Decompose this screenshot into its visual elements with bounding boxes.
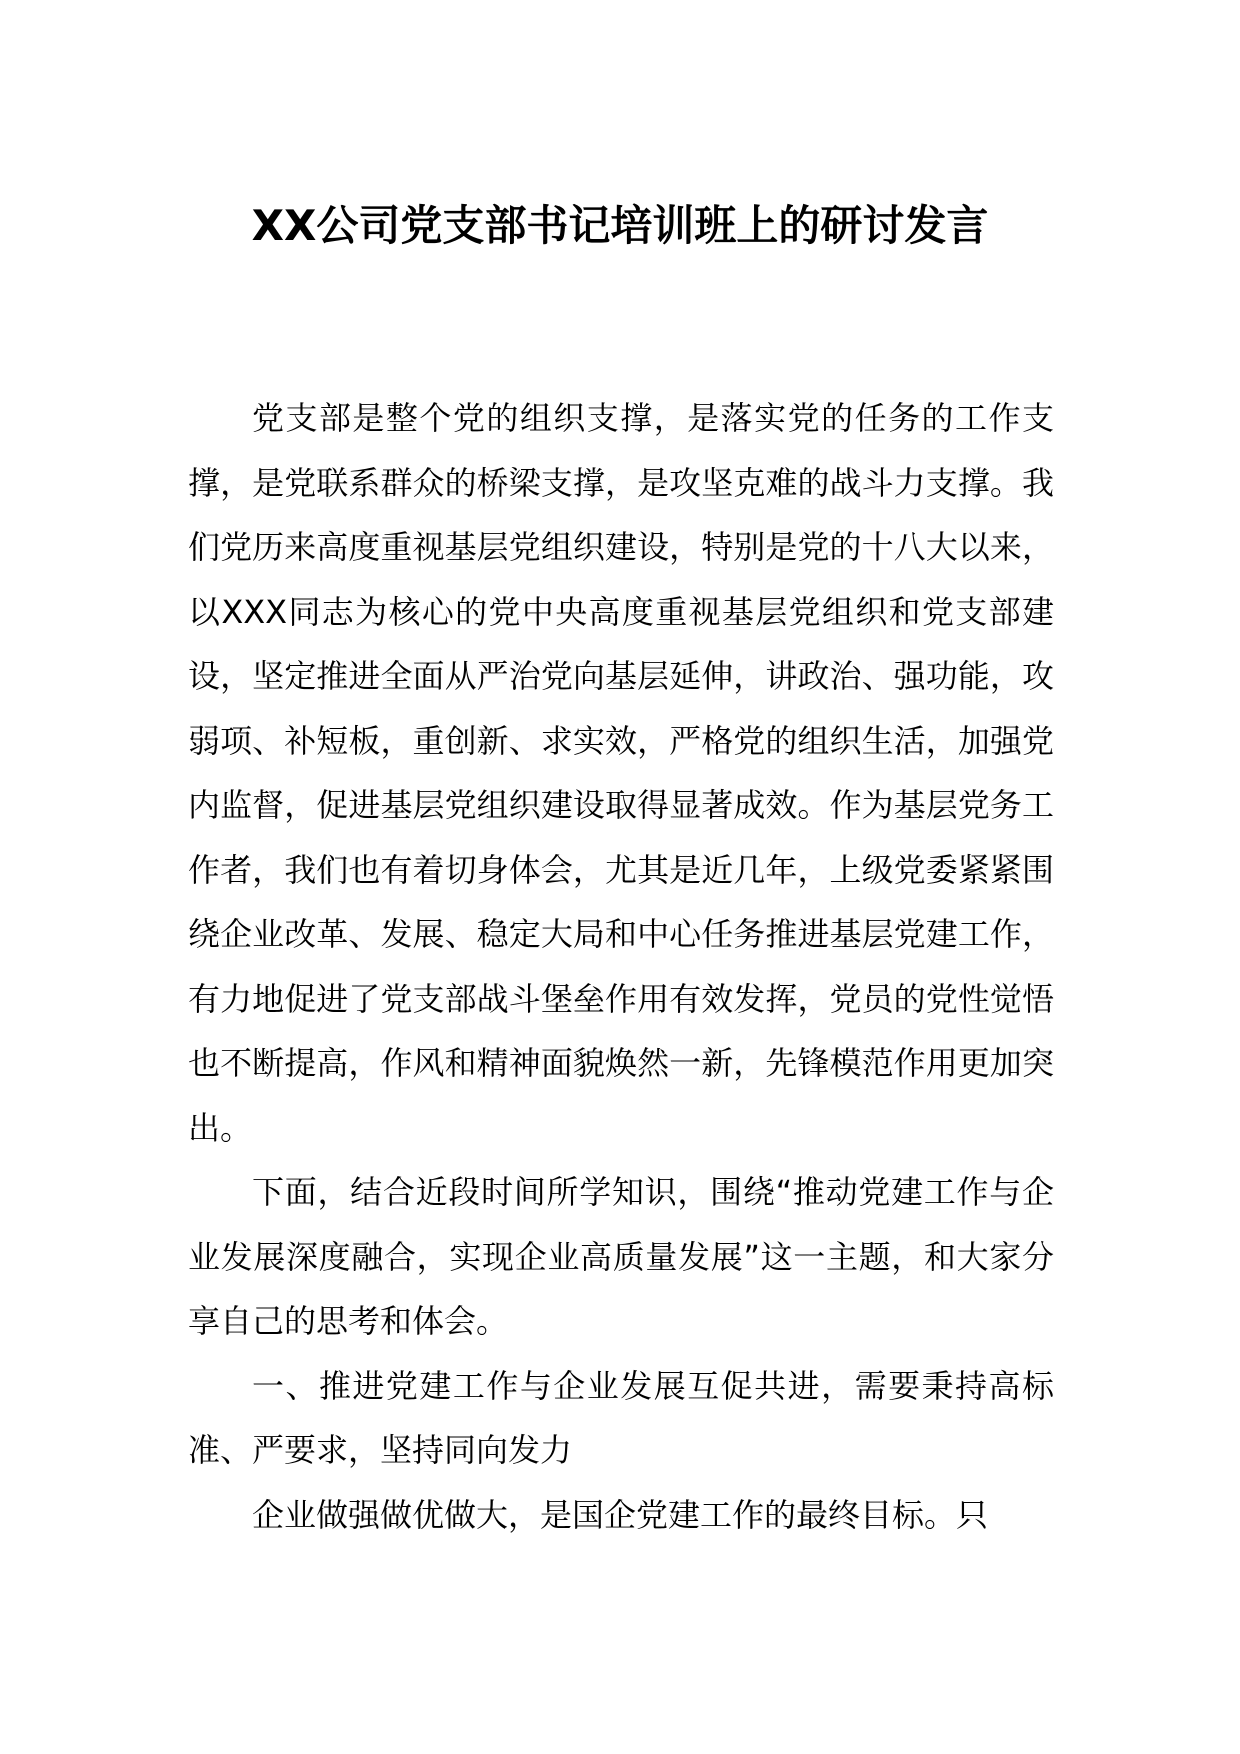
- paragraph-1: 党支部是整个党的组织支撑，是落实党的任务的工作支撑，是党联系群众的桥梁支撑，是攻坚克难的战斗力支撑。我们党历来高度重视基层党组织建设，特别是党的十八大以来，以XXX同志为核心的党中央高度重视基层党组织和党支部建设，坚定推进全面从严治党向基层延伸，讲政治、强功能，攻弱项、补短板，重创新、求实效，严格党的组织生活，加强党内监督，促进基层党组织建设取得显著成效。作为基层党务工作者，我们也有着切身体会，尤其是近几年，上级党委紧紧围绕企业改革、发展、稳定大局和中心任务推进基层党建工作，有力地促进了党支部战斗堡垒作用有效发挥，党员的党性觉悟也不断提高，作风和精神面貌焕然一新，先锋模范作用更加突出。: [188, 399, 1054, 1147]
- document-title: XX公司党支部书记培训班上的研讨发言: [251, 201, 989, 250]
- paragraph-2: 下面，结合近段时间所学知识，围绕“推动党建工作与企业发展深度融合，实现企业高质量发展”这一主题，和大家分享自己的思考和体会。: [188, 1173, 1054, 1340]
- section-heading-1: 一、推进党建工作与企业发展互促共进，需要秉持高标准、严要求，坚持同向发力: [188, 1366, 1054, 1469]
- document-body: [188, 386, 1054, 1547]
- paragraph-3: 企业做强做优做大，是国企党建工作的最终目标。只: [252, 1495, 989, 1534]
